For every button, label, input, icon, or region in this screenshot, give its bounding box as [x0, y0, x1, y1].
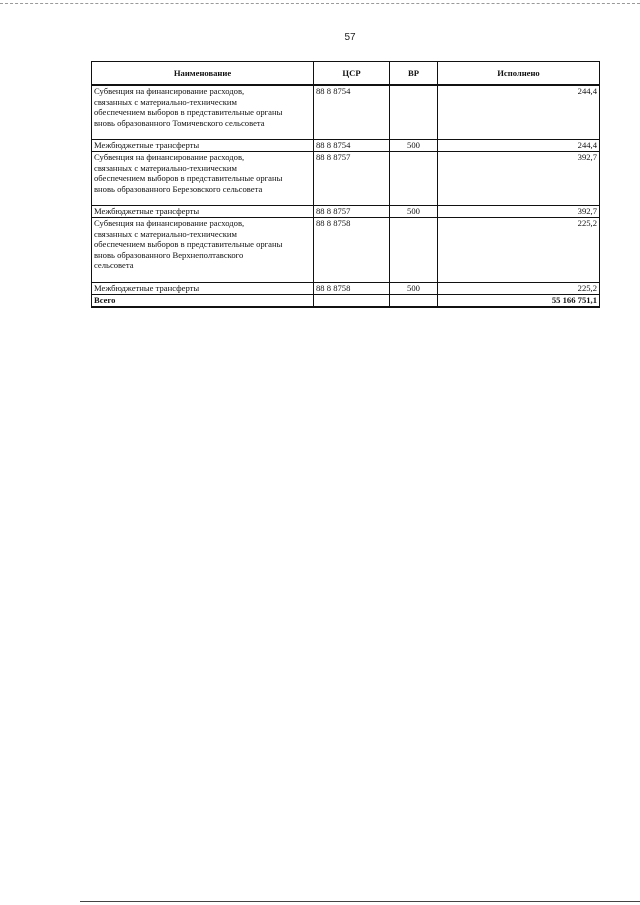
page-number: 57 — [344, 32, 356, 43]
row-executed: 244,4 — [438, 85, 600, 140]
row-name — [92, 140, 314, 152]
row-name-line: связанных с материально-техническим — [94, 162, 237, 173]
budget-execution-table — [91, 61, 600, 308]
row-name-line: вновь образованного Томичевского сельсовета — [94, 117, 265, 128]
row-name — [92, 218, 314, 283]
subvention-row — [92, 152, 600, 206]
row-name-line: сельсовета — [94, 260, 134, 271]
row-name-line: обеспечением выборов в представительные органы — [94, 173, 283, 184]
row-name-line: Субвенция на финансирование расходов, — [94, 86, 245, 96]
total-label: Всего — [92, 295, 314, 308]
row-vr — [390, 152, 438, 206]
header-vr: ВР — [390, 62, 438, 86]
table-header-row — [92, 62, 600, 86]
row-name-line: обеспечением выборов в представительные органы — [94, 239, 283, 250]
row-vr: 500 — [390, 140, 438, 152]
total-csr — [314, 295, 390, 308]
header-executed: Исполнено — [438, 62, 600, 86]
scan-bottom-edge — [80, 901, 640, 902]
row-name-line: связанных с материально-техническим — [94, 96, 237, 107]
row-vr — [390, 85, 438, 140]
row-name — [92, 85, 314, 140]
row-csr: 88 8 8754 — [314, 85, 390, 140]
subvention-row — [92, 218, 600, 283]
row-csr: 88 8 8758 — [314, 218, 390, 283]
row-name-line: Межбюджетные трансферты — [94, 283, 200, 293]
row-name-line: Межбюджетные трансферты — [94, 140, 200, 150]
row-name — [92, 206, 314, 218]
header-csr: ЦСР — [314, 62, 390, 86]
row-executed: 225,2 — [438, 218, 600, 283]
total-executed: 55 166 751,1 — [438, 295, 600, 308]
row-csr: 88 8 8754 — [314, 140, 390, 152]
total-vr — [390, 295, 438, 308]
transfer-row — [92, 140, 600, 152]
transfer-row — [92, 283, 600, 295]
row-vr: 500 — [390, 283, 438, 295]
row-name-line: Субвенция на финансирование расходов, — [94, 152, 245, 162]
row-vr: 500 — [390, 206, 438, 218]
row-executed: 225,2 — [438, 283, 600, 295]
row-name-line: вновь образованного Березовского сельсовета — [94, 183, 263, 194]
row-executed: 392,7 — [438, 206, 600, 218]
row-name-line: обеспечением выборов в представительные органы — [94, 107, 283, 118]
scan-top-edge — [0, 3, 640, 4]
row-name — [92, 283, 314, 295]
row-name-line: Межбюджетные трансферты — [94, 206, 200, 216]
row-name-line: вновь образованного Верхнеполтавского — [94, 249, 244, 260]
row-name-line: Субвенция на финансирование расходов, — [94, 218, 245, 228]
total-row — [92, 295, 600, 308]
row-name — [92, 152, 314, 206]
row-vr — [390, 218, 438, 283]
row-csr: 88 8 8757 — [314, 206, 390, 218]
row-csr: 88 8 8758 — [314, 283, 390, 295]
row-name-line: связанных с материально-техническим — [94, 228, 237, 239]
row-executed: 392,7 — [438, 152, 600, 206]
table-body — [92, 85, 600, 307]
row-executed: 244,4 — [438, 140, 600, 152]
subvention-row — [92, 85, 600, 140]
transfer-row — [92, 206, 600, 218]
row-csr: 88 8 8757 — [314, 152, 390, 206]
header-name: Наименование — [92, 62, 314, 86]
